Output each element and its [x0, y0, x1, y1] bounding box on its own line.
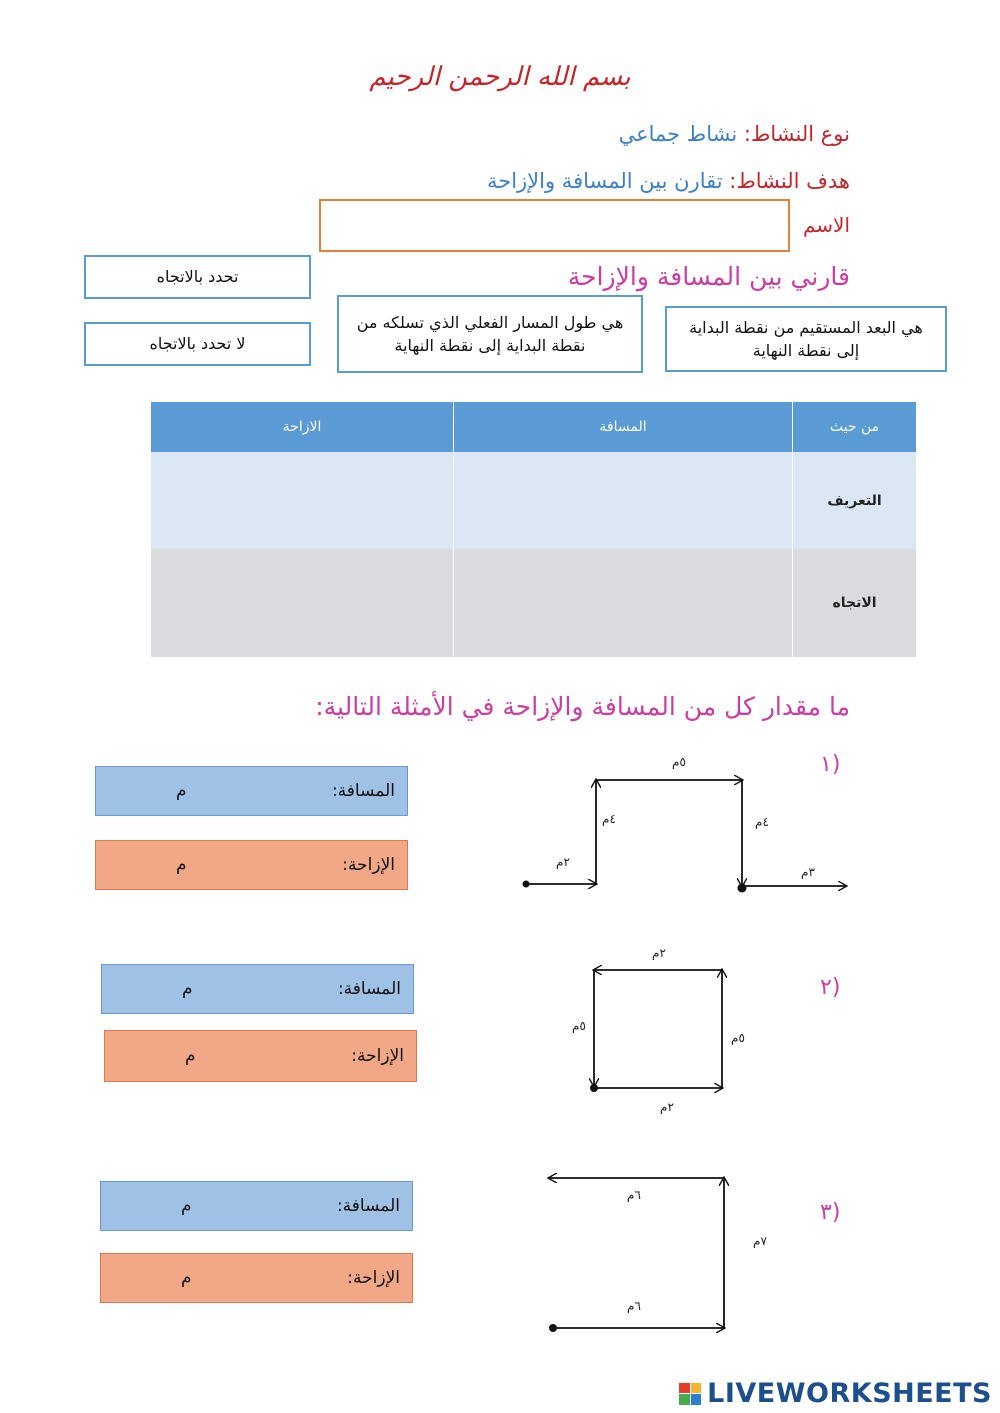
logo-badge-icon [679, 1383, 701, 1405]
displacement-label: الإزاحة: [351, 1046, 404, 1066]
unit-label: م [181, 1196, 192, 1216]
card-straight-distance[interactable]: هي البعد المستقيم من نقطة البداية إلى نقطة النهاية [665, 306, 947, 372]
segment-label: ٢م [660, 1100, 674, 1114]
unit-label: م [176, 781, 187, 801]
table-header: المسافة [454, 402, 793, 452]
unit-label: م [181, 1268, 192, 1288]
compare-title: قارني بين المسافة والإزاحة [567, 262, 850, 291]
start-point [523, 881, 530, 888]
basmala: بسم الله الرحمن الرحيم [369, 62, 631, 92]
activity-type-value: نشاط جماعي [618, 122, 738, 146]
unit-label: م [182, 979, 193, 999]
segment-label: ٦م [627, 1299, 641, 1313]
liveworksheets-logo [679, 1378, 992, 1409]
start-point [549, 1324, 557, 1332]
displacement-label: الإزاحة: [342, 855, 395, 875]
card-path-length[interactable]: هي طول المسار الفعلي الذي تسلكه من نقطة البداية إلى نقطة النهاية [337, 295, 643, 373]
card-with-direction[interactable]: تحدد بالاتجاه [84, 255, 311, 299]
activity-goal-value: تقارن بين المسافة والإزاحة [486, 169, 723, 193]
logo-text: LIVEWORKSHEETS [707, 1378, 992, 1409]
segment-label: ٦م [627, 1188, 641, 1202]
segment-label: ٢م [652, 946, 666, 960]
segment-label: ٢م [556, 855, 570, 869]
example-3-number: ٣) [820, 1200, 841, 1225]
segment-label: ٥م [672, 755, 686, 769]
segment-label: ٣م [801, 865, 815, 879]
end-point [738, 884, 747, 893]
row-label: الاتجاه [793, 549, 917, 657]
distance-label: المسافة: [337, 979, 401, 999]
unit-label: م [176, 855, 187, 875]
segment-label: ٧م [753, 1234, 767, 1248]
example-1-diagram [523, 780, 847, 893]
name-label: الاسم [802, 213, 850, 237]
displacement-label: الإزاحة: [347, 1268, 400, 1288]
start-point [590, 1084, 598, 1092]
example-2-number: ٢) [820, 975, 841, 1000]
segment-label: ٥م [731, 1031, 745, 1045]
distance-label: المسافة: [331, 781, 395, 801]
distance-label: المسافة: [336, 1196, 400, 1216]
example-1-number: ١) [820, 752, 841, 777]
activity-type-label: نوع النشاط: [743, 122, 850, 146]
examples-title: ما مقدار كل من المسافة والإزاحة في الأمثلة التالية: [315, 692, 850, 721]
example-2-diagram [590, 970, 722, 1092]
row-label: التعريف [793, 452, 917, 549]
segment-label: ٥م [572, 1019, 586, 1033]
activity-goal-label: هدف النشاط: [729, 169, 850, 193]
segment-label: ٤م [755, 815, 769, 829]
unit-label: م [185, 1046, 196, 1066]
table-header: من حيث [793, 402, 917, 452]
table-header: الازاحة [151, 402, 454, 452]
segment-label: ٤م [602, 812, 616, 826]
card-without-direction[interactable]: لا تحدد بالاتجاه [84, 322, 311, 366]
